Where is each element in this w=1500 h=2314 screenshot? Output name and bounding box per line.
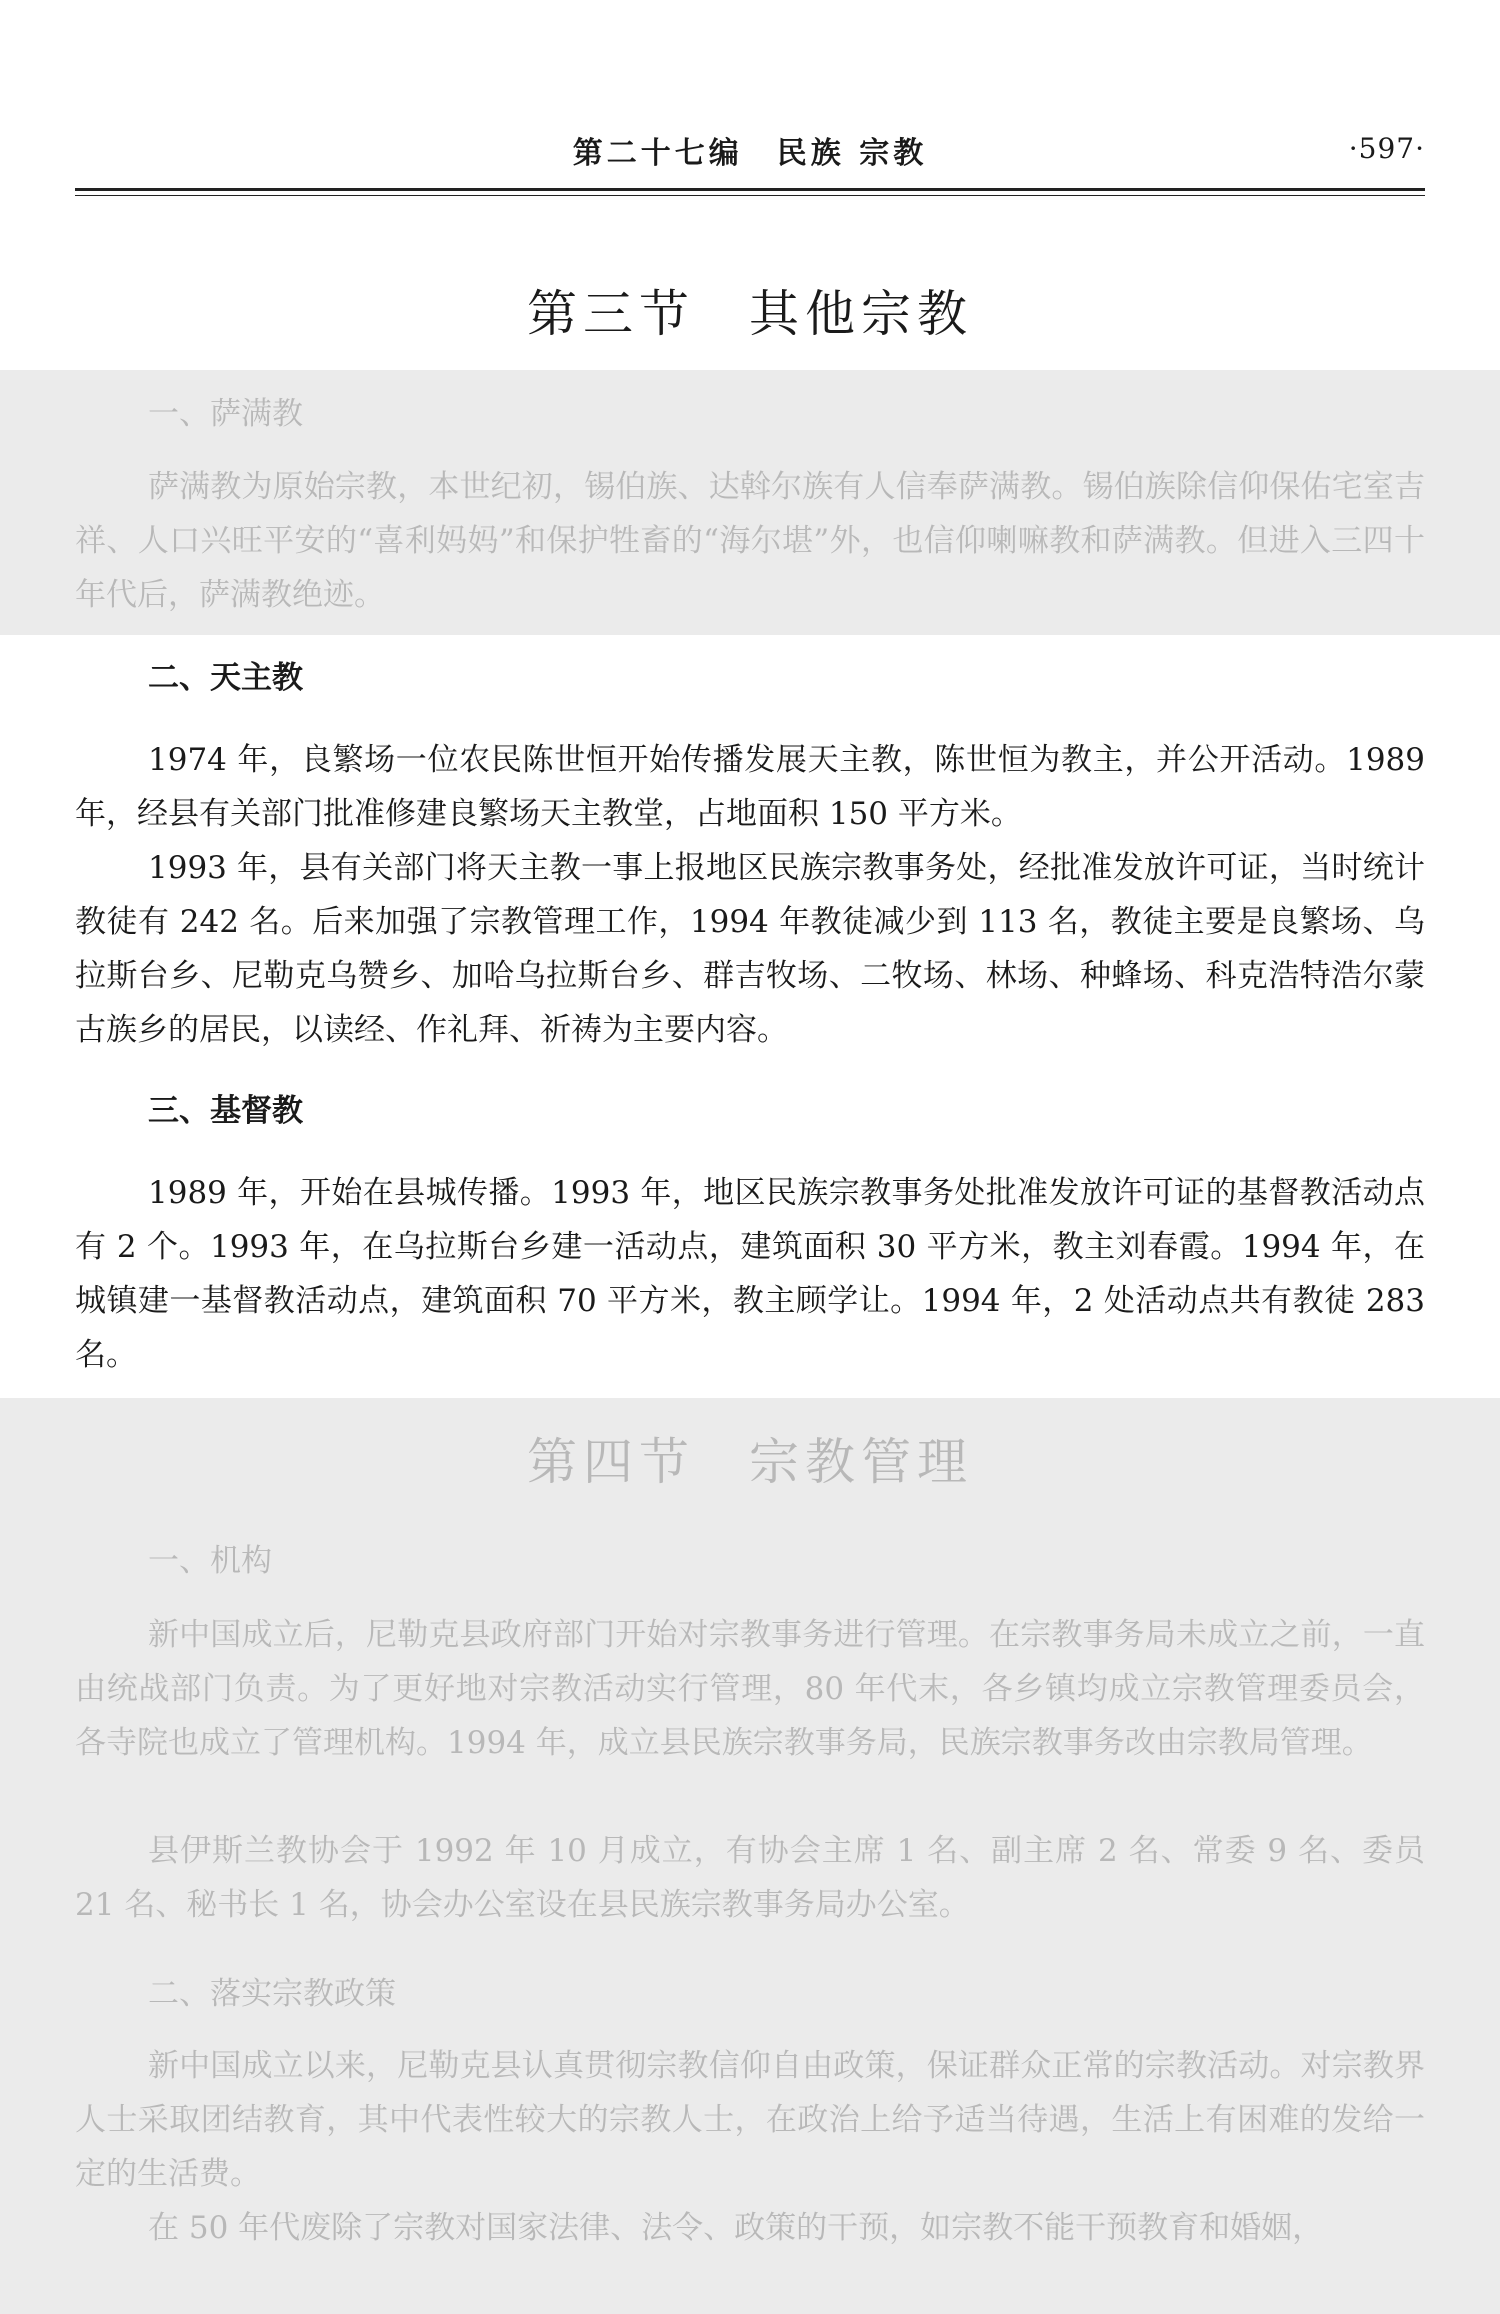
subsection-heading: 一、机构 [148,1543,272,1579]
section-number: 第三节 [527,285,695,343]
subsection-heading: 二、落实宗教政策 [148,1976,396,2012]
paragraph: 在 50 年代废除了宗教对国家法律、法令、政策的干预，如宗教不能干预教育和婚姻， [148,2210,1324,2246]
paragraph: 新中国成立后，尼勒克县政府部门开始对宗教事务进行管理。在宗教事务局未成立之前，一直由统战部门负责。为了更好地对宗教活动实行管理，80 年代末，各乡镇均成立宗教管理委员会，各寺院也成立了管理机构。1994 年，成立县民族宗教事务局，民族宗教事务改由宗教局管理。 [75,1617,1425,1761]
running-header [75,128,1425,178]
paragraph: 1989 年，开始在县城传播。1993 年，地区民族宗教事务处批准发放许可证的基督教活动点有 2 个。1993 年，在乌拉斯台乡建一活动点，建筑面积 30 平方米，教主刘春霞。1994 年，在城镇建一基督教活动点，建筑面积 70 平方米，教主顾学让。1994 年，2 处活动点共有教徒 283 名。 [75,1175,1425,1373]
header-rule-thin [75,195,1425,196]
section-number: 第四节 [527,1433,695,1491]
section-name: 其他宗教 [749,285,973,343]
page-number: ·597· [1348,132,1425,165]
paragraph: 1974 年，良繁场一位农民陈世恒开始传播发展天主教，陈世恒为教主，并公开活动。1989 年，经县有关部门批准修建良繁场天主教堂，占地面积 150 平方米。 [75,742,1425,832]
paragraph: 县伊斯兰教协会于 1992 年 10 月成立，有协会主席 1 名、副主席 2 名、常委 9 名、委员 21 名、秘书长 1 名，协会办公室设在县民族宗教事务局办公室。 [75,1833,1425,1923]
section-title-4 [0,1422,1500,1494]
section-title-3 [0,274,1500,346]
paragraph: 1993 年，县有关部门将天主教一事上报地区民族宗教事务处，经批准发放许可证，当时统计教徒有 242 名。后来加强了宗教管理工作，1994 年教徒减少到 113 名，教徒主要是良繁场、乌拉斯台乡、尼勒克乌赞乡、加哈乌拉斯台乡、群吉牧场、二牧场、林场、种蜂场、科克浩特浩尔蒙古族乡的居民，以读经、作礼拜、祈祷为主要内容。 [75,850,1425,1048]
header-rule-thick [75,188,1425,191]
section-name: 宗教管理 [749,1433,973,1491]
running-title: 第二十七编 民族 宗教 [572,136,928,171]
subsection-heading: 一、萨满教 [148,396,303,432]
subsection-heading: 二、天主教 [148,660,303,696]
subsection-heading: 三、基督教 [148,1093,303,1129]
paragraph: 新中国成立以来，尼勒克县认真贯彻宗教信仰自由政策，保证群众正常的宗教活动。对宗教界人士采取团结教育，其中代表性较大的宗教人士，在政治上给予适当待遇，生活上有困难的发给一定的生活费。 [75,2048,1425,2192]
paragraph: 萨满教为原始宗教，本世纪初，锡伯族、达斡尔族有人信奉萨满教。锡伯族除信仰保佑宅室吉祥、人口兴旺平安的“喜利妈妈”和保护牲畜的“海尔堪”外，也信仰喇嘛教和萨满教。但进入三四十年代后，萨满教绝迹。 [75,469,1425,613]
